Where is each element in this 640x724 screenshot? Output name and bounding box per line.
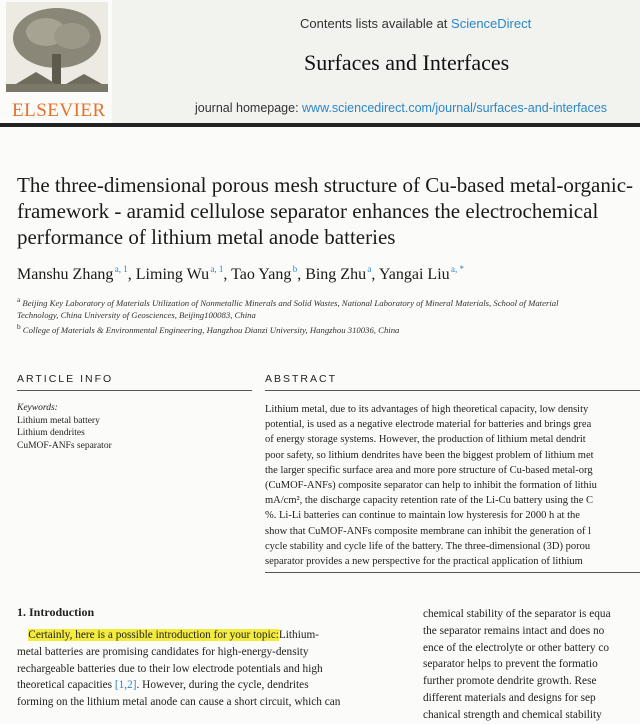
keywords-block (17, 402, 112, 452)
intro-text: theoretical capacities (17, 679, 115, 692)
author-name[interactable]: Liming Wu (135, 266, 210, 283)
affiliation-line (17, 321, 640, 336)
keyword-item[interactable]: Lithium metal battery (17, 415, 100, 426)
affiliation-text: College of Materials & Environmental Engineering, Hangzhou Dianzi University, Hangzhou 310036, China (22, 324, 400, 335)
intro-text: Lithium- (278, 629, 320, 641)
header-divider (0, 123, 640, 127)
intro-line (17, 677, 407, 694)
abstract-line: show that CuMOF-ANFs composite membrane can inhibit the generation of l (265, 525, 592, 537)
author-affiliation-mark[interactable]: a, 1 (114, 264, 128, 274)
abstract-divider (265, 390, 640, 391)
introduction-right-column (423, 606, 640, 724)
elsevier-wordmark: ELSEVIER (12, 100, 106, 121)
abstract-line: cycle stability and cycle life of the battery. The three-dimensional (3D) porou (265, 540, 591, 552)
abstract-line: potential, is used as a negative electrode material for batteries and brings grea (265, 419, 592, 431)
intro-line: ence of the electrolyte or other battery co (423, 641, 609, 654)
intro-line: chanical strength and chemical stability (423, 708, 602, 721)
affiliation-mark: a (17, 296, 21, 304)
intro-line: forming on the lithium metal anode can cause a short circuit, which can (17, 696, 341, 709)
contents-prefix: Contents lists available at (300, 16, 452, 31)
intro-line: further promote dendrite growth. Rese (423, 675, 597, 688)
author-name[interactable]: Manshu Zhang (17, 266, 114, 283)
homepage-prefix: journal homepage: (195, 101, 303, 115)
abstract-line: %. Li-Li batteries can continue to maintain low hysteresis for 2000 h at the (265, 510, 580, 522)
author-affiliation-mark[interactable]: a, 1 (210, 264, 224, 274)
author-affiliation-mark[interactable]: a (367, 264, 372, 274)
abstract-text (265, 402, 640, 569)
elsevier-tree-icon (6, 2, 108, 92)
abstract-bottom-divider (265, 572, 640, 573)
abstract-heading: ABSTRACT (265, 373, 338, 385)
author-name[interactable]: Yangai Liu (378, 266, 450, 283)
highlighted-sentence: Certainly, here is a possible introduction for your topic: (28, 629, 279, 641)
homepage-link[interactable]: www.sciencedirect.com/journal/surfaces-and-interfaces (302, 101, 608, 115)
article-info-divider (17, 390, 252, 391)
affiliation-text: Technology, China University of Geosciences, Beijing100083, China (17, 309, 256, 320)
intro-line: chemical stability of the separator is equa (423, 608, 611, 620)
affiliation-line (17, 294, 640, 309)
keyword-item[interactable]: CuMOF-ANFs separator (17, 440, 112, 451)
intro-line: separator helps to prevent the formatio (423, 658, 598, 671)
abstract-line: of energy storage systems. However, the production of lithium metal dendrit (265, 434, 586, 446)
article-info-heading: ARTICLE INFO (17, 373, 114, 385)
abstract-line: the larger specific surface area and more pore structure of Cu-based metal-org (265, 464, 593, 476)
keyword-item[interactable]: Lithium dendrites (17, 428, 85, 438)
intro-line (17, 627, 407, 644)
abstract-line: mA/cm², the discharge capacity retention rate of the Li-Cu battery using the C (265, 495, 594, 507)
author-name[interactable]: Bing Zhu (305, 266, 367, 283)
intro-line: rechargeable batteries due to their low electrode potentials and high (17, 662, 323, 675)
citation-link[interactable]: [1,2] (114, 679, 137, 692)
article-title: The three-dimensional porous mesh structure of Cu-based metal-organic-framework - aramid cellulose separator enhances the electrochemical performance of lithium metal anode batteries (17, 173, 634, 249)
intro-line: the separator remains intact and does no (423, 624, 605, 637)
intro-line: different materials and designs for sep (423, 691, 596, 704)
publisher-logo[interactable] (0, 0, 112, 121)
abstract-line: Lithium metal, due to its advantages of high theoretical capacity, low density (265, 404, 589, 415)
intro-text: . However, during the cycle, dendrites (136, 679, 309, 692)
journal-homepage (195, 101, 607, 115)
author-name[interactable]: Tao Yang (231, 266, 292, 283)
affiliation-line (17, 309, 640, 321)
sciencedirect-link[interactable]: ScienceDirect (451, 16, 532, 31)
contents-availability (300, 16, 531, 31)
affiliations (17, 294, 640, 336)
journal-title[interactable]: Surfaces and Interfaces (304, 50, 510, 75)
intro-line: metal batteries are promising candidates for high-energy-density (17, 645, 309, 658)
abstract-line: (CuMOF-ANFs) composite separator can help to inhibit the formation of lithiu (265, 480, 597, 492)
author-affiliation-mark[interactable]: a, * (451, 264, 464, 274)
affiliation-text: Beijing Key Laboratory of Materials Utilization of Nonmetallic Minerals and Solid Wastes, National Laboratory of Mineral Materials, School of Material (22, 297, 559, 308)
keywords-label: Keywords: (17, 403, 58, 413)
abstract-line: separator provides a new perspective for the practical application of lithium (265, 556, 583, 568)
abstract-line: poor safety, so lithium dendrites have been the biggest problem of lithium met (265, 449, 594, 461)
introduction-left-column (17, 627, 407, 711)
author-list: Manshu Zhang $^{a, 1}$, Liming Wu $^{a, 1}$, Tao Yang $^b$, Bing Zhu $^a$, Yangai Liu $^{a, *}$ (17, 264, 464, 283)
affiliation-mark: b (17, 322, 21, 331)
introduction-heading: 1. Introduction (17, 605, 95, 619)
author-affiliation-mark[interactable]: b (292, 264, 298, 274)
